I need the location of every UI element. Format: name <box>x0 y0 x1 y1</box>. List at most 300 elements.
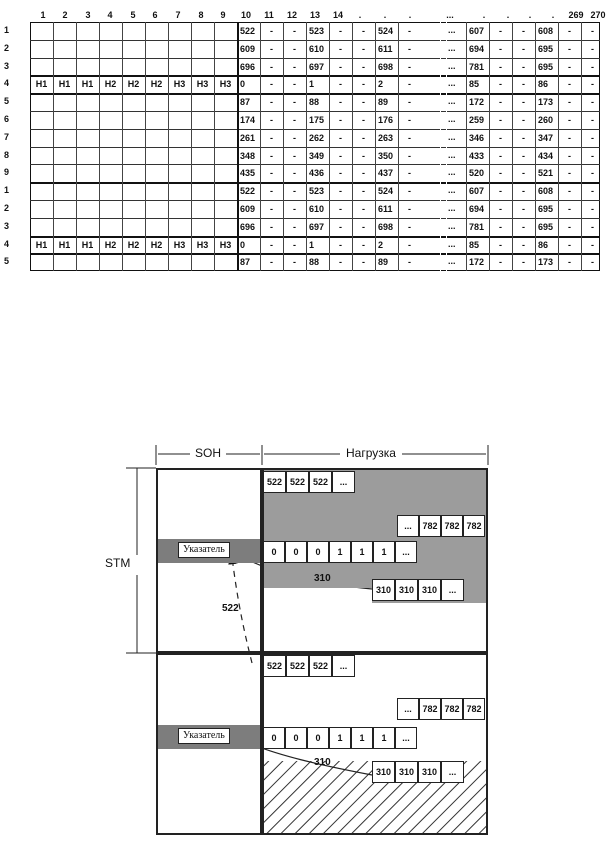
gap-marker: ... <box>448 149 456 160</box>
column-divider <box>122 22 123 271</box>
row-number: 2 <box>4 42 10 53</box>
frame-cell: 695 <box>538 61 554 72</box>
frame-cell: 1 <box>309 239 315 250</box>
frame-cell: - <box>408 221 411 232</box>
frame-cell: - <box>270 115 273 125</box>
frame-cell: - <box>339 115 342 125</box>
frame-cell: - <box>408 204 411 214</box>
frame-cell: - <box>293 239 296 250</box>
frame-cell: - <box>270 132 273 143</box>
column-number: 8 <box>198 10 204 20</box>
frame-cell: - <box>362 239 365 250</box>
payload-byte-782: 782 <box>419 515 441 537</box>
frame-cell: - <box>568 221 571 232</box>
frame-cell: 263 <box>378 132 394 143</box>
frame-cell: 609 <box>240 204 256 214</box>
frame-cell: H2 <box>104 239 117 250</box>
frame-cell: H3 <box>196 79 209 90</box>
column-number: 14 <box>332 10 343 20</box>
frame-cell: - <box>568 168 571 179</box>
frame-cell: - <box>408 150 411 161</box>
column-number: 10 <box>240 10 251 20</box>
frame-cell: 524 <box>378 26 394 36</box>
column-number: 3 <box>85 10 91 20</box>
frame-cell: 348 <box>240 150 256 161</box>
frame-cell: - <box>270 43 273 54</box>
frame-cell: - <box>270 168 273 179</box>
payload-byte-522: 522 <box>286 471 309 493</box>
frame-cell: - <box>293 150 296 161</box>
frame-cell: 346 <box>469 132 485 143</box>
frame-cell: H2 <box>127 79 140 90</box>
column-divider <box>145 22 146 271</box>
frame-cell: 781 <box>469 61 485 72</box>
frame-cell: - <box>408 186 411 197</box>
frame-cell: - <box>568 150 571 161</box>
frame-cell: H3 <box>173 79 186 90</box>
payload-byte-522: 522 <box>263 655 286 677</box>
payload-byte-pointer-row: 0 <box>307 541 329 563</box>
frame-cell: 433 <box>469 150 485 161</box>
frame-cell: 85 <box>469 239 480 250</box>
frame-cell: 611 <box>378 204 393 214</box>
frame-cell: - <box>362 43 365 54</box>
frame-cell: - <box>522 132 525 143</box>
gap-marker: ... <box>448 220 456 231</box>
frame-cell: H1 <box>58 79 71 90</box>
gap-marker: ... <box>448 185 456 196</box>
frame-cell: 86 <box>538 239 549 250</box>
frame-cell: 88 <box>309 257 320 268</box>
frame-cell: 697 <box>309 61 325 72</box>
frame-cell: - <box>568 239 571 250</box>
payload-byte-522: 522 <box>309 471 332 493</box>
frame-cell: 0 <box>240 239 246 250</box>
frame-cell: - <box>339 43 342 54</box>
frame-cell: - <box>362 97 365 108</box>
frame-cell: - <box>362 168 365 179</box>
gap-marker: ... <box>448 114 456 124</box>
payload-byte-pointer-row: 0 <box>285 541 307 563</box>
column-number: 13 <box>309 10 320 20</box>
payload-byte-pointer-row: 0 <box>307 727 329 749</box>
frame-cell: 174 <box>240 115 256 125</box>
offset-label-2: 310 <box>314 757 331 768</box>
frame-cell: - <box>293 43 296 54</box>
frame-cell: H1 <box>81 239 94 250</box>
frame-cell: 172 <box>469 257 485 268</box>
column-number: 11 <box>264 10 274 20</box>
frame-cell: - <box>522 115 525 125</box>
frame-cell: - <box>591 204 594 214</box>
payload-byte-pointer-row: ... <box>395 727 417 749</box>
column-number: 6 <box>152 10 158 20</box>
frame-cell: - <box>362 26 365 36</box>
frame-cell: - <box>408 79 411 90</box>
column-divider <box>191 22 192 271</box>
frame-cell: - <box>568 257 571 268</box>
gap-marker: ... <box>448 42 456 53</box>
frame-cell: - <box>591 26 594 36</box>
frame-cell: - <box>293 168 296 179</box>
frame-cell: 696 <box>240 61 256 72</box>
frame-cell: - <box>568 26 571 36</box>
frame-cell: 88 <box>309 97 320 108</box>
frame-cell: - <box>522 61 525 72</box>
row-number: 4 <box>4 238 10 249</box>
frame-cell: 2 <box>378 239 384 250</box>
gap-marker: ... <box>448 167 456 178</box>
frame-cell: - <box>293 204 296 214</box>
column-number: 12 <box>286 10 297 20</box>
column-number: 1 <box>40 10 46 20</box>
gap-marker: ... <box>448 203 456 213</box>
column-number: 7 <box>175 10 181 20</box>
frame-cell: - <box>293 221 296 232</box>
frame-cell: - <box>499 204 502 214</box>
frame-cell: 1 <box>309 79 315 90</box>
frame-cell: 607 <box>469 26 485 36</box>
frame-cell: 172 <box>469 97 485 108</box>
column-divider <box>214 22 215 271</box>
payload-byte-522: 522 <box>263 471 286 493</box>
frame-cell: - <box>499 61 502 72</box>
frame-cell: 611 <box>378 43 393 54</box>
frame-cell: 89 <box>378 97 389 108</box>
payload-byte-310: ... <box>441 579 464 601</box>
column-number: . <box>358 10 362 20</box>
payload-byte-310: 310 <box>418 579 441 601</box>
frame-cell: 610 <box>309 43 325 54</box>
frame-cell: - <box>339 150 342 161</box>
frame-cell: - <box>568 204 571 214</box>
frame-cell: - <box>293 61 296 72</box>
frame-cell: - <box>408 97 411 108</box>
column-divider <box>168 22 169 271</box>
frame-cell: - <box>293 79 296 90</box>
frame-cell: - <box>270 61 273 72</box>
frame-cell: - <box>591 150 594 161</box>
frame-cell: 260 <box>538 115 554 125</box>
frame-cell: - <box>568 186 571 197</box>
frame-cell: - <box>270 221 273 232</box>
frame-cell: H2 <box>150 239 163 250</box>
frame-cell: 697 <box>309 221 325 232</box>
soh-block-2 <box>156 653 262 835</box>
payload-byte-pointer-row: 1 <box>351 727 373 749</box>
payload-byte-782: 782 <box>441 515 463 537</box>
frame-cell: - <box>293 132 296 143</box>
row-number: 5 <box>4 96 10 107</box>
frame-cell: 87 <box>240 97 251 108</box>
frame-cell: - <box>522 43 525 54</box>
frame-cell: - <box>591 168 594 179</box>
frame-cell: 175 <box>309 115 325 125</box>
frame-cell: 349 <box>309 150 325 161</box>
frame-cell: 696 <box>240 221 256 232</box>
frame-cell: - <box>591 186 594 197</box>
payload-byte-pointer-row: ... <box>395 541 417 563</box>
row-number: 1 <box>4 185 10 196</box>
frame-cell: - <box>293 257 296 268</box>
frame-cell: - <box>568 43 571 54</box>
payload-byte-pointer-row: 0 <box>285 727 307 749</box>
payload-byte-522: 522 <box>309 655 332 677</box>
frame-cell: 0 <box>240 79 246 90</box>
gap-marker: ... <box>448 238 456 249</box>
frame-cell: - <box>270 150 273 161</box>
frame-cell: 522 <box>240 26 256 36</box>
frame-cell: H3 <box>219 239 232 250</box>
frame-cell: - <box>591 221 594 232</box>
frame-cell: - <box>362 115 365 125</box>
frame-cell: - <box>591 239 594 250</box>
frame-cell: - <box>339 257 342 268</box>
stm-label: STM <box>105 556 131 570</box>
pointer-label-2: Указатель <box>178 728 230 744</box>
frame-cell: - <box>522 239 525 250</box>
soh-label: SOH <box>195 446 222 460</box>
payload-byte-782: 782 <box>441 698 463 720</box>
row-number: 9 <box>4 167 10 178</box>
frame-cell: - <box>499 97 502 108</box>
payload-byte-pointer-row: 1 <box>351 541 373 563</box>
frame-cell: - <box>408 115 411 125</box>
payload-byte-310: 310 <box>395 761 418 783</box>
column-number: . <box>551 10 555 20</box>
frame-cell: - <box>522 168 525 179</box>
frame-cell: 436 <box>309 168 325 179</box>
frame-cell: - <box>339 186 342 197</box>
payload-byte-310: 310 <box>395 579 418 601</box>
frame-cell: - <box>408 61 411 72</box>
frame-cell: 262 <box>309 132 325 143</box>
payload-byte-782: 782 <box>463 698 485 720</box>
payload-byte-pointer-row: 0 <box>263 541 285 563</box>
frame-cell: - <box>339 97 342 108</box>
frame-cell: - <box>339 221 342 232</box>
row-number: 3 <box>4 60 10 71</box>
gap-marker: ... <box>448 78 456 89</box>
frame-cell: - <box>339 239 342 250</box>
payload-byte-pointer-row: 0 <box>263 727 285 749</box>
frame-cell: - <box>293 26 296 36</box>
frame-cell: - <box>270 79 273 90</box>
frame-cell: - <box>522 97 525 108</box>
frame-cell: - <box>270 204 273 214</box>
column-number: . <box>528 10 532 20</box>
frame-cell: - <box>499 186 502 197</box>
gap-marker: ... <box>448 256 456 267</box>
frame-cell: - <box>499 132 502 143</box>
frame-cell: 259 <box>469 115 485 125</box>
frame-cell: - <box>499 257 502 268</box>
frame-cell: - <box>270 257 273 268</box>
payload-byte-310: 310 <box>372 579 395 601</box>
gap-marker: ... <box>448 60 456 71</box>
frame-cell: - <box>408 43 411 54</box>
soh-block-1 <box>156 468 262 653</box>
frame-cell: - <box>522 257 525 268</box>
payload-byte-782: ... <box>397 698 419 720</box>
frame-cell: - <box>591 132 594 143</box>
frame-cell: 695 <box>538 204 554 214</box>
frame-cell: 694 <box>469 43 485 54</box>
frame-cell: - <box>591 79 594 90</box>
frame-cell: - <box>270 97 273 108</box>
payload-byte-782: 782 <box>463 515 485 537</box>
frame-cell: - <box>568 115 571 125</box>
frame-cell: - <box>339 61 342 72</box>
payload-byte-522: 522 <box>286 655 309 677</box>
frame-cell: H3 <box>173 239 186 250</box>
frame-cell: - <box>362 221 365 232</box>
frame-cell: - <box>522 221 525 232</box>
frame-cell: - <box>339 204 342 214</box>
gap-break <box>446 22 447 271</box>
frame-cell: - <box>591 257 594 268</box>
frame-cell: 261 <box>240 132 256 143</box>
column-number: . <box>383 10 387 20</box>
frame-cell: 698 <box>378 221 394 232</box>
frame-cell: - <box>339 132 342 143</box>
frame-cell: 695 <box>538 43 554 54</box>
frame-cell: - <box>522 26 525 36</box>
frame-cell: 522 <box>240 186 256 197</box>
frame-cell: 87 <box>240 257 251 268</box>
frame-cell: - <box>499 26 502 36</box>
payload-byte-310: 310 <box>418 761 441 783</box>
frame-cell: - <box>408 132 411 143</box>
frame-cell: H3 <box>196 239 209 250</box>
frame-cell: - <box>568 132 571 143</box>
frame-cell: - <box>499 115 502 125</box>
frame-cell: 437 <box>378 168 394 179</box>
frame-cell: - <box>522 150 525 161</box>
frame-cell: 608 <box>538 26 554 36</box>
frame-cell: 607 <box>469 186 485 197</box>
column-number: . <box>482 10 486 20</box>
frame-cell: - <box>568 61 571 72</box>
frame-cell: - <box>293 115 296 125</box>
frame-cell: 524 <box>378 186 394 197</box>
frame-cell: - <box>362 150 365 161</box>
frame-cell: H1 <box>35 239 48 250</box>
frame-cell: - <box>591 97 594 108</box>
payload-byte-pointer-row: 1 <box>373 727 395 749</box>
frame-cell: - <box>408 257 411 268</box>
offset-label-1: 310 <box>314 573 331 584</box>
frame-cell: - <box>270 239 273 250</box>
frame-cell: H1 <box>81 79 94 90</box>
payload-byte-782: 782 <box>419 698 441 720</box>
frame-cell: - <box>362 257 365 268</box>
payload-byte-310: ... <box>441 761 464 783</box>
frame-cell: 608 <box>538 186 554 197</box>
stm-frame-table <box>0 0 610 280</box>
frame-cell: - <box>499 168 502 179</box>
frame-cell: - <box>568 79 571 90</box>
frame-cell: 698 <box>378 61 394 72</box>
frame-cell: - <box>499 150 502 161</box>
frame-cell: H3 <box>219 79 232 90</box>
column-number: 9 <box>220 10 226 20</box>
frame-cell: 435 <box>240 168 256 179</box>
frame-cell: H1 <box>58 239 71 250</box>
pointer-value: 522 <box>222 603 239 614</box>
frame-cell: 173 <box>538 257 554 268</box>
row-number: 7 <box>4 131 10 142</box>
frame-cell: - <box>499 79 502 90</box>
frame-cell: H2 <box>104 79 117 90</box>
frame-cell: - <box>408 26 411 36</box>
pointer-diagram <box>0 435 610 852</box>
frame-cell: H1 <box>35 79 48 90</box>
row-number: 6 <box>4 114 10 124</box>
row-number: 2 <box>4 203 10 213</box>
frame-cell: - <box>339 168 342 179</box>
frame-cell: - <box>591 43 594 54</box>
frame-cell: - <box>499 221 502 232</box>
frame-cell: 89 <box>378 257 389 268</box>
frame-cell: 176 <box>378 115 394 125</box>
row-number: 8 <box>4 149 10 160</box>
frame-cell: H2 <box>127 239 140 250</box>
column-number: 4 <box>107 10 113 20</box>
column-number: . <box>408 10 412 20</box>
gap-marker: ... <box>448 96 456 107</box>
frame-cell: - <box>499 43 502 54</box>
frame-cell: - <box>568 97 571 108</box>
pointer-label-1: Указатель <box>178 542 230 558</box>
gap-break <box>440 22 441 271</box>
column-number: 2 <box>62 10 68 20</box>
frame-cell: 694 <box>469 204 485 214</box>
gap-marker: ... <box>448 25 456 35</box>
column-number: 269 <box>568 10 584 20</box>
frame-cell: - <box>591 61 594 72</box>
frame-cell: - <box>362 61 365 72</box>
frame-cell: - <box>522 186 525 197</box>
row-number: 1 <box>4 25 10 35</box>
row-number: 4 <box>4 78 10 89</box>
frame-cell: - <box>408 168 411 179</box>
column-number: ... <box>446 10 454 20</box>
frame-cell: - <box>293 97 296 108</box>
frame-cell: 520 <box>469 168 485 179</box>
frame-cell: - <box>270 186 273 197</box>
frame-cell: - <box>362 79 365 90</box>
column-divider <box>99 22 100 271</box>
frame-cell: 610 <box>309 204 325 214</box>
frame-cell: 781 <box>469 221 485 232</box>
payload-byte-782: ... <box>397 515 419 537</box>
frame-cell: - <box>293 186 296 197</box>
column-number: . <box>506 10 510 20</box>
frame-cell: 609 <box>240 43 256 54</box>
frame-cell: 86 <box>538 79 549 90</box>
frame-cell: - <box>270 26 273 36</box>
frame-cell: 347 <box>538 132 554 143</box>
frame-cell: - <box>362 186 365 197</box>
frame-cell: 521 <box>538 168 554 179</box>
frame-cell: - <box>362 132 365 143</box>
frame-cell: 350 <box>378 150 394 161</box>
payload-byte-pointer-row: 1 <box>329 541 351 563</box>
frame-cell: 523 <box>309 186 325 197</box>
payload-byte-310: 310 <box>372 761 395 783</box>
frame-cell: 85 <box>469 79 480 90</box>
